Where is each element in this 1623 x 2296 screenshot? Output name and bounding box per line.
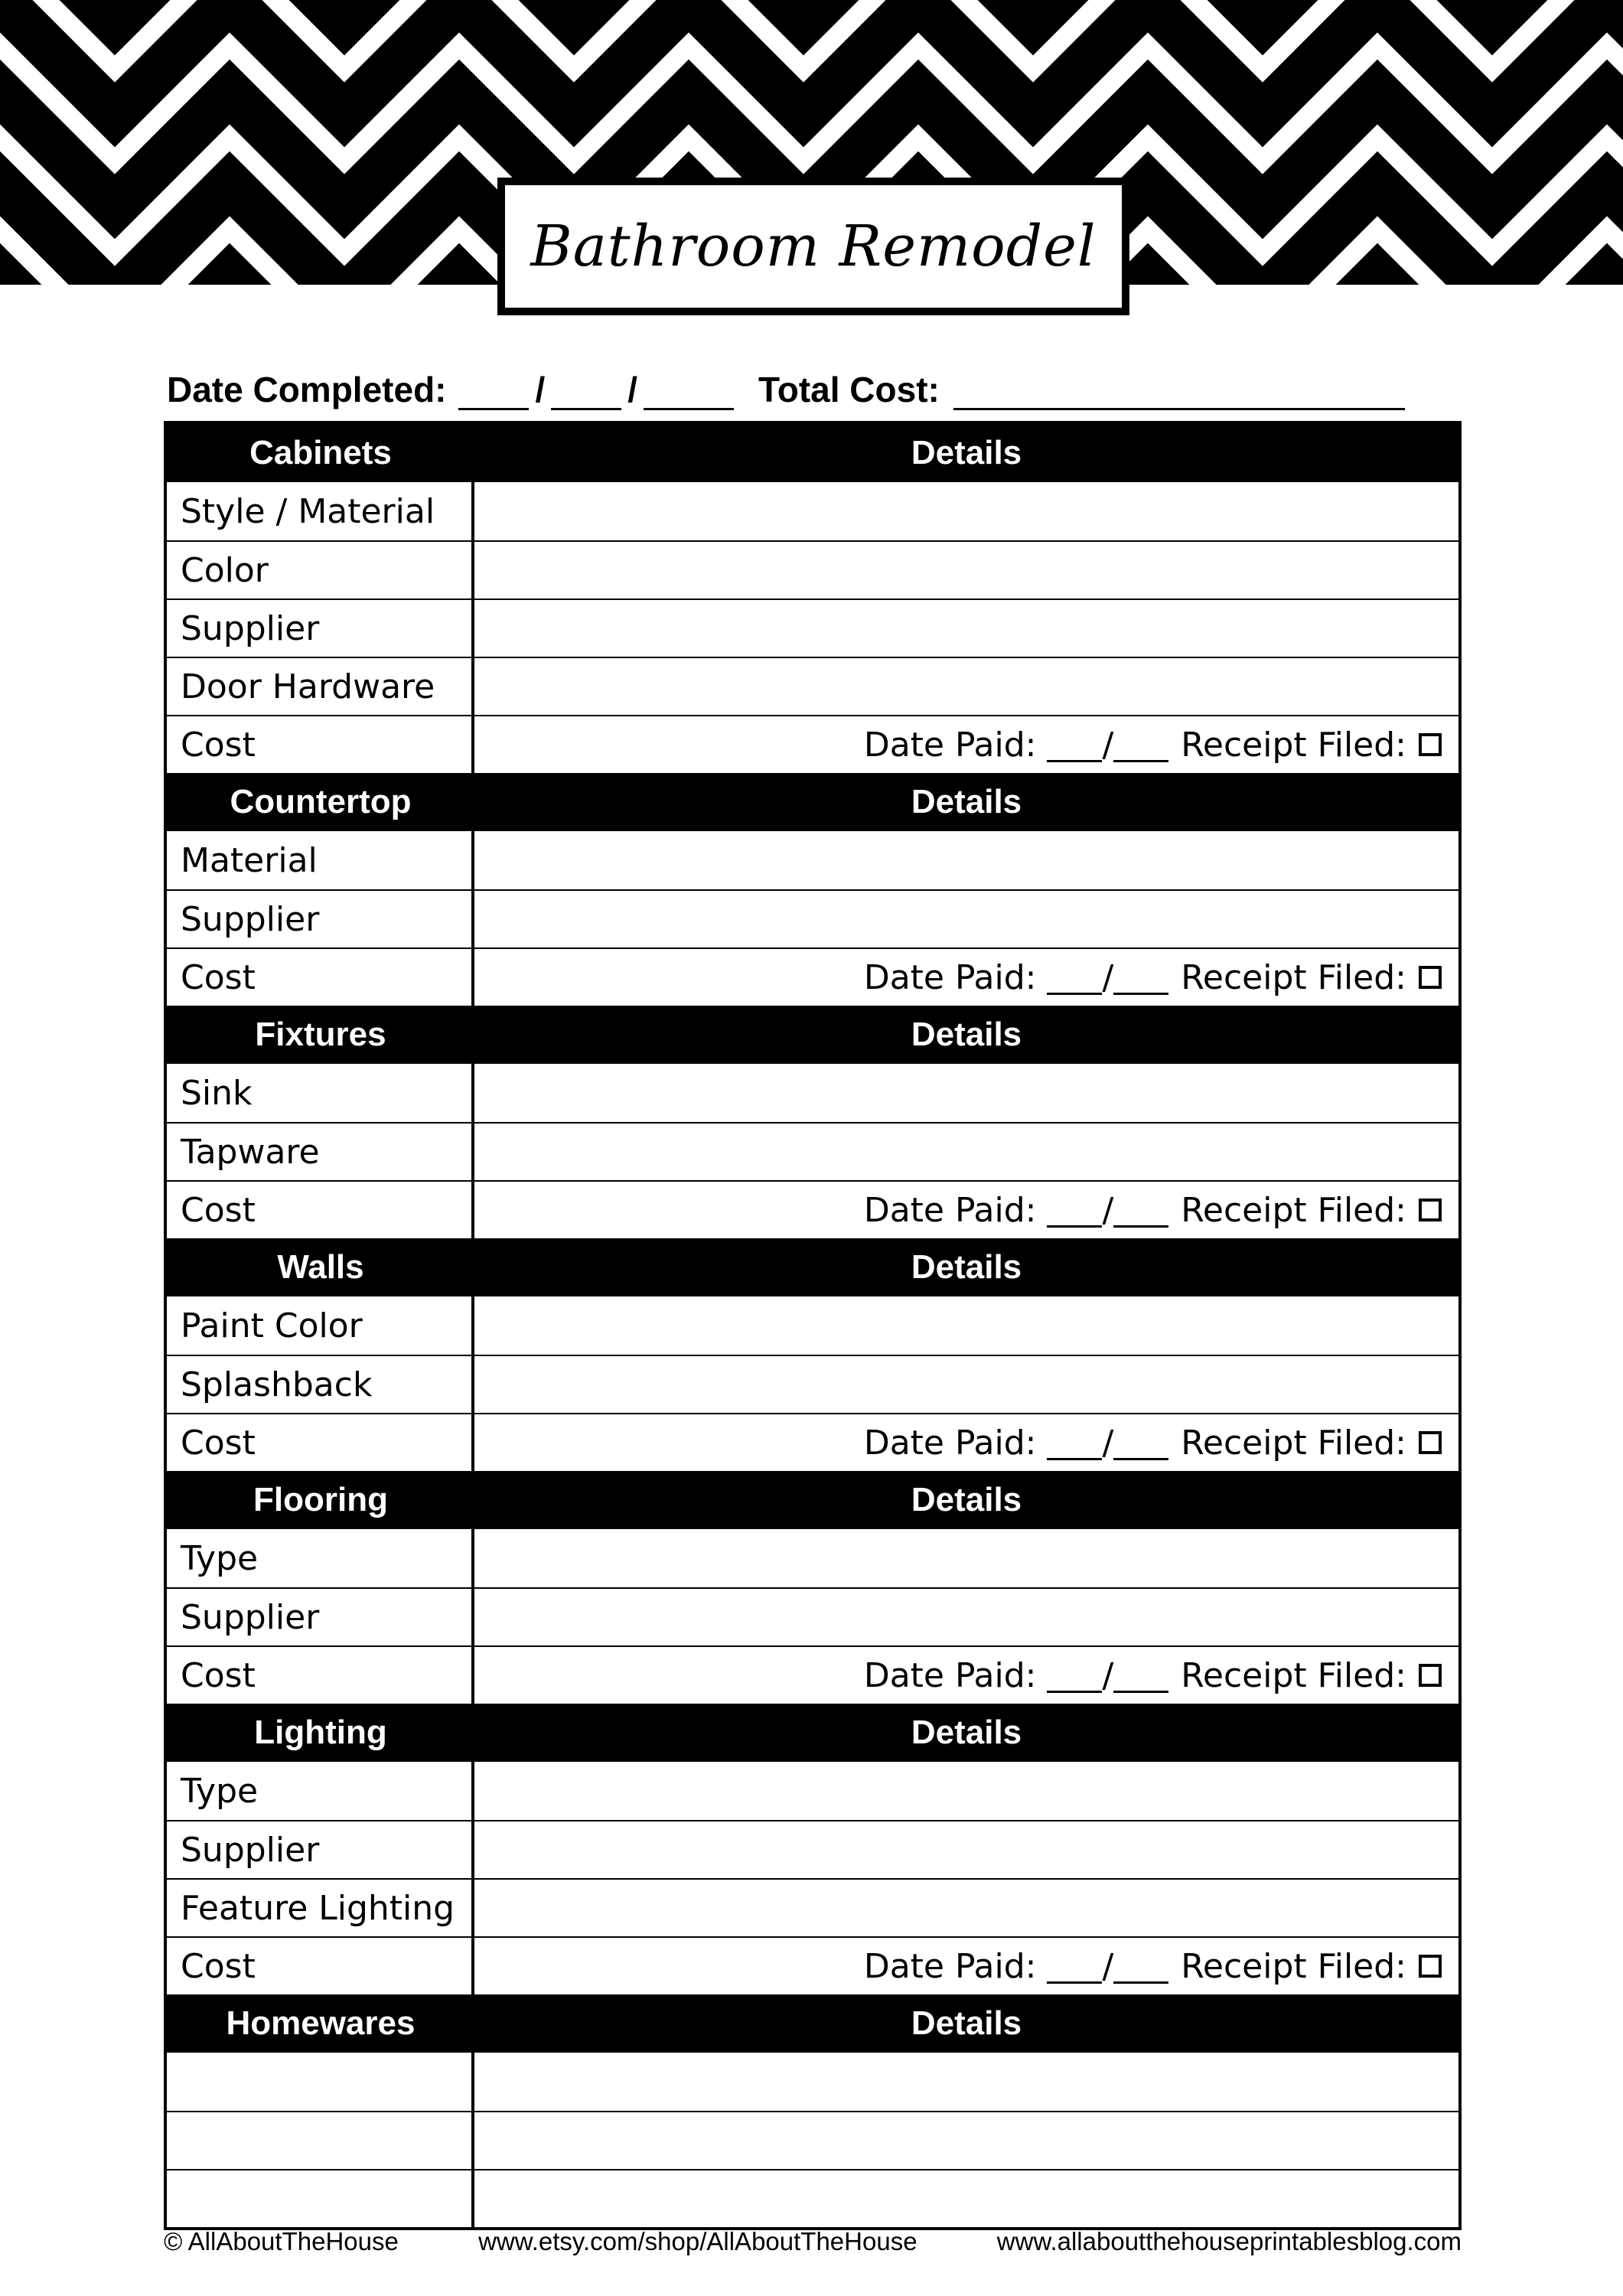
date-slash: / <box>1102 957 1114 997</box>
date-completed-label: Date Completed: <box>167 370 447 409</box>
row-label: Cost <box>167 1647 474 1704</box>
details-cell[interactable] <box>474 482 1458 540</box>
receipt-filed-label: Receipt Filed: <box>1181 1190 1406 1230</box>
row-label: Sink <box>167 1064 474 1122</box>
table-row <box>167 1296 1458 1355</box>
remodel-table <box>164 421 1462 2230</box>
table-row <box>167 1878 1458 1936</box>
date-paid-label: Date Paid: <box>863 1190 1037 1230</box>
section-header <box>167 1471 1458 1529</box>
table-row <box>167 1936 1458 1994</box>
table-row <box>167 947 1458 1006</box>
details-header: Details <box>911 2004 1022 2042</box>
row-label: Cost <box>167 1182 474 1238</box>
receipt-filed-label: Receipt Filed: <box>1181 957 1406 997</box>
date-paid-month-field[interactable] <box>1113 960 1168 995</box>
table-row <box>167 889 1458 947</box>
receipt-filed-label: Receipt Filed: <box>1181 1946 1406 1986</box>
section-header <box>167 424 1458 482</box>
table-row <box>167 540 1458 598</box>
section-header <box>167 1704 1458 1762</box>
details-cell[interactable] <box>474 1589 1458 1645</box>
row-label: Feature Lighting <box>167 1880 474 1936</box>
details-cell[interactable] <box>474 2053 1458 2111</box>
table-row <box>167 1762 1458 1820</box>
details-header: Details <box>911 783 1022 820</box>
details-header: Details <box>911 1714 1022 1751</box>
section-header <box>167 1006 1458 1064</box>
table-row <box>167 715 1458 773</box>
details-header: Details <box>911 1016 1022 1053</box>
row-label: Color <box>167 542 474 598</box>
date-paid-label: Date Paid: <box>863 1423 1037 1463</box>
row-label: Supplier <box>167 891 474 947</box>
date-slash: / <box>1102 1946 1114 1986</box>
details-cell[interactable] <box>474 1064 1458 1122</box>
date-paid-label: Date Paid: <box>863 957 1037 997</box>
details-cell[interactable] <box>474 542 1458 598</box>
row-label: Cost <box>167 716 474 773</box>
table-row <box>167 2169 1458 2227</box>
table-row <box>167 1355 1458 1413</box>
row-label: Cost <box>167 1414 474 1471</box>
details-cell[interactable] <box>474 1124 1458 1180</box>
section-title: Cabinets <box>249 434 392 471</box>
footer-blog-link[interactable]: www.allaboutthehouseprintablesblog.com <box>996 2227 1462 2255</box>
details-header: Details <box>911 434 1022 471</box>
details-header: Details <box>911 1248 1022 1286</box>
table-row <box>167 2053 1458 2111</box>
receipt-checkbox[interactable] <box>1419 1955 1442 1978</box>
receipt-filed-label: Receipt Filed: <box>1181 1423 1406 1463</box>
date-paid-label: Date Paid: <box>863 725 1037 765</box>
date-slash: / <box>1102 1423 1114 1463</box>
footer-etsy-link[interactable]: www.etsy.com/shop/AllAboutTheHouse <box>478 2227 917 2255</box>
cost-details-cell[interactable] <box>474 1647 1458 1704</box>
details-cell[interactable] <box>474 658 1458 715</box>
details-cell[interactable] <box>474 2112 1458 2169</box>
section-title: Fixtures <box>255 1016 386 1053</box>
row-label: Cost <box>167 949 474 1006</box>
page-title: Bathroom Remodel <box>505 185 1122 308</box>
date-slash: / <box>1102 725 1114 765</box>
cost-details-cell[interactable] <box>474 1938 1458 1994</box>
title-box <box>497 178 1129 315</box>
table-row <box>167 598 1458 657</box>
row-label: Splashback <box>167 1356 474 1413</box>
row-label <box>167 2170 474 2227</box>
date-paid-month-field[interactable] <box>1113 728 1168 762</box>
row-label: Material <box>167 831 474 889</box>
date-paid-label: Date Paid: <box>863 1655 1037 1695</box>
table-row <box>167 482 1458 540</box>
receipt-checkbox[interactable] <box>1419 1664 1442 1687</box>
receipt-checkbox[interactable] <box>1419 733 1442 756</box>
footer <box>164 2227 1462 2256</box>
section-title: Walls <box>277 1248 364 1286</box>
details-cell[interactable] <box>474 1880 1458 1936</box>
section-header <box>167 1238 1458 1296</box>
date-day-field[interactable] <box>458 374 529 410</box>
row-label <box>167 2053 474 2111</box>
row-label <box>167 2112 474 2169</box>
receipt-filed-label: Receipt Filed: <box>1181 1655 1406 1695</box>
details-cell[interactable] <box>474 2170 1458 2227</box>
section-title: Lighting <box>254 1714 387 1751</box>
details-header: Details <box>911 1481 1022 1518</box>
date-paid-day-field[interactable] <box>1047 1426 1102 1460</box>
cost-details-cell[interactable] <box>474 716 1458 773</box>
total-cost-label: Total Cost: <box>758 370 940 409</box>
table-row <box>167 2111 1458 2169</box>
row-label: Supplier <box>167 1589 474 1645</box>
table-row <box>167 1122 1458 1180</box>
table-row <box>167 1413 1458 1471</box>
cost-details-cell[interactable] <box>474 1414 1458 1471</box>
date-month-field[interactable] <box>551 374 621 410</box>
details-cell[interactable] <box>474 1821 1458 1878</box>
date-paid-month-field[interactable] <box>1113 1949 1168 1984</box>
row-label: Type <box>167 1529 474 1587</box>
receipt-checkbox[interactable] <box>1419 966 1442 989</box>
details-cell[interactable] <box>474 1296 1458 1355</box>
details-cell[interactable] <box>474 600 1458 657</box>
date-paid-day-field[interactable] <box>1047 960 1102 995</box>
date-paid-day-field[interactable] <box>1047 1658 1102 1693</box>
section-header <box>167 1994 1458 2053</box>
section-title: Homewares <box>226 2004 416 2042</box>
section-title: Countertop <box>230 783 412 820</box>
total-cost-field[interactable] <box>953 374 1405 410</box>
cost-details-cell[interactable] <box>474 949 1458 1006</box>
date-paid-label: Date Paid: <box>863 1946 1037 1986</box>
date-paid-day-field[interactable] <box>1047 1193 1102 1228</box>
date-paid-month-field[interactable] <box>1113 1426 1168 1460</box>
details-cell[interactable] <box>474 1529 1458 1587</box>
row-label: Style / Material <box>167 482 474 540</box>
row-label: Tapware <box>167 1124 474 1180</box>
row-label: Door Hardware <box>167 658 474 715</box>
date-paid-month-field[interactable] <box>1113 1193 1168 1228</box>
details-cell[interactable] <box>474 1762 1458 1820</box>
date-slash: / <box>1102 1190 1114 1230</box>
table-row <box>167 1645 1458 1704</box>
details-cell[interactable] <box>474 1356 1458 1413</box>
date-paid-day-field[interactable] <box>1047 1949 1102 1984</box>
receipt-filed-label: Receipt Filed: <box>1181 725 1406 765</box>
receipt-checkbox[interactable] <box>1419 1199 1442 1221</box>
date-paid-day-field[interactable] <box>1047 728 1102 762</box>
row-label: Supplier <box>167 600 474 657</box>
table-row <box>167 1820 1458 1878</box>
row-label: Type <box>167 1762 474 1820</box>
section-title: Flooring <box>253 1481 388 1518</box>
table-row <box>167 1587 1458 1645</box>
date-paid-month-field[interactable] <box>1113 1658 1168 1693</box>
table-row <box>167 1180 1458 1238</box>
section-header <box>167 773 1458 831</box>
row-label: Supplier <box>167 1821 474 1878</box>
receipt-checkbox[interactable] <box>1419 1431 1442 1454</box>
table-row <box>167 657 1458 715</box>
date-year-field[interactable] <box>644 374 734 410</box>
details-cell[interactable] <box>474 891 1458 947</box>
row-label: Paint Color <box>167 1296 474 1355</box>
cost-details-cell[interactable] <box>474 1182 1458 1238</box>
footer-copyright: © AllAboutTheHouse <box>164 2227 399 2255</box>
details-cell[interactable] <box>474 831 1458 889</box>
table-row <box>167 831 1458 889</box>
row-label: Cost <box>167 1938 474 1994</box>
summary-line: Date Completed: / / Total Cost: <box>167 357 1460 410</box>
date-slash: / <box>1102 1655 1114 1695</box>
table-row <box>167 1064 1458 1122</box>
table-row <box>167 1529 1458 1587</box>
